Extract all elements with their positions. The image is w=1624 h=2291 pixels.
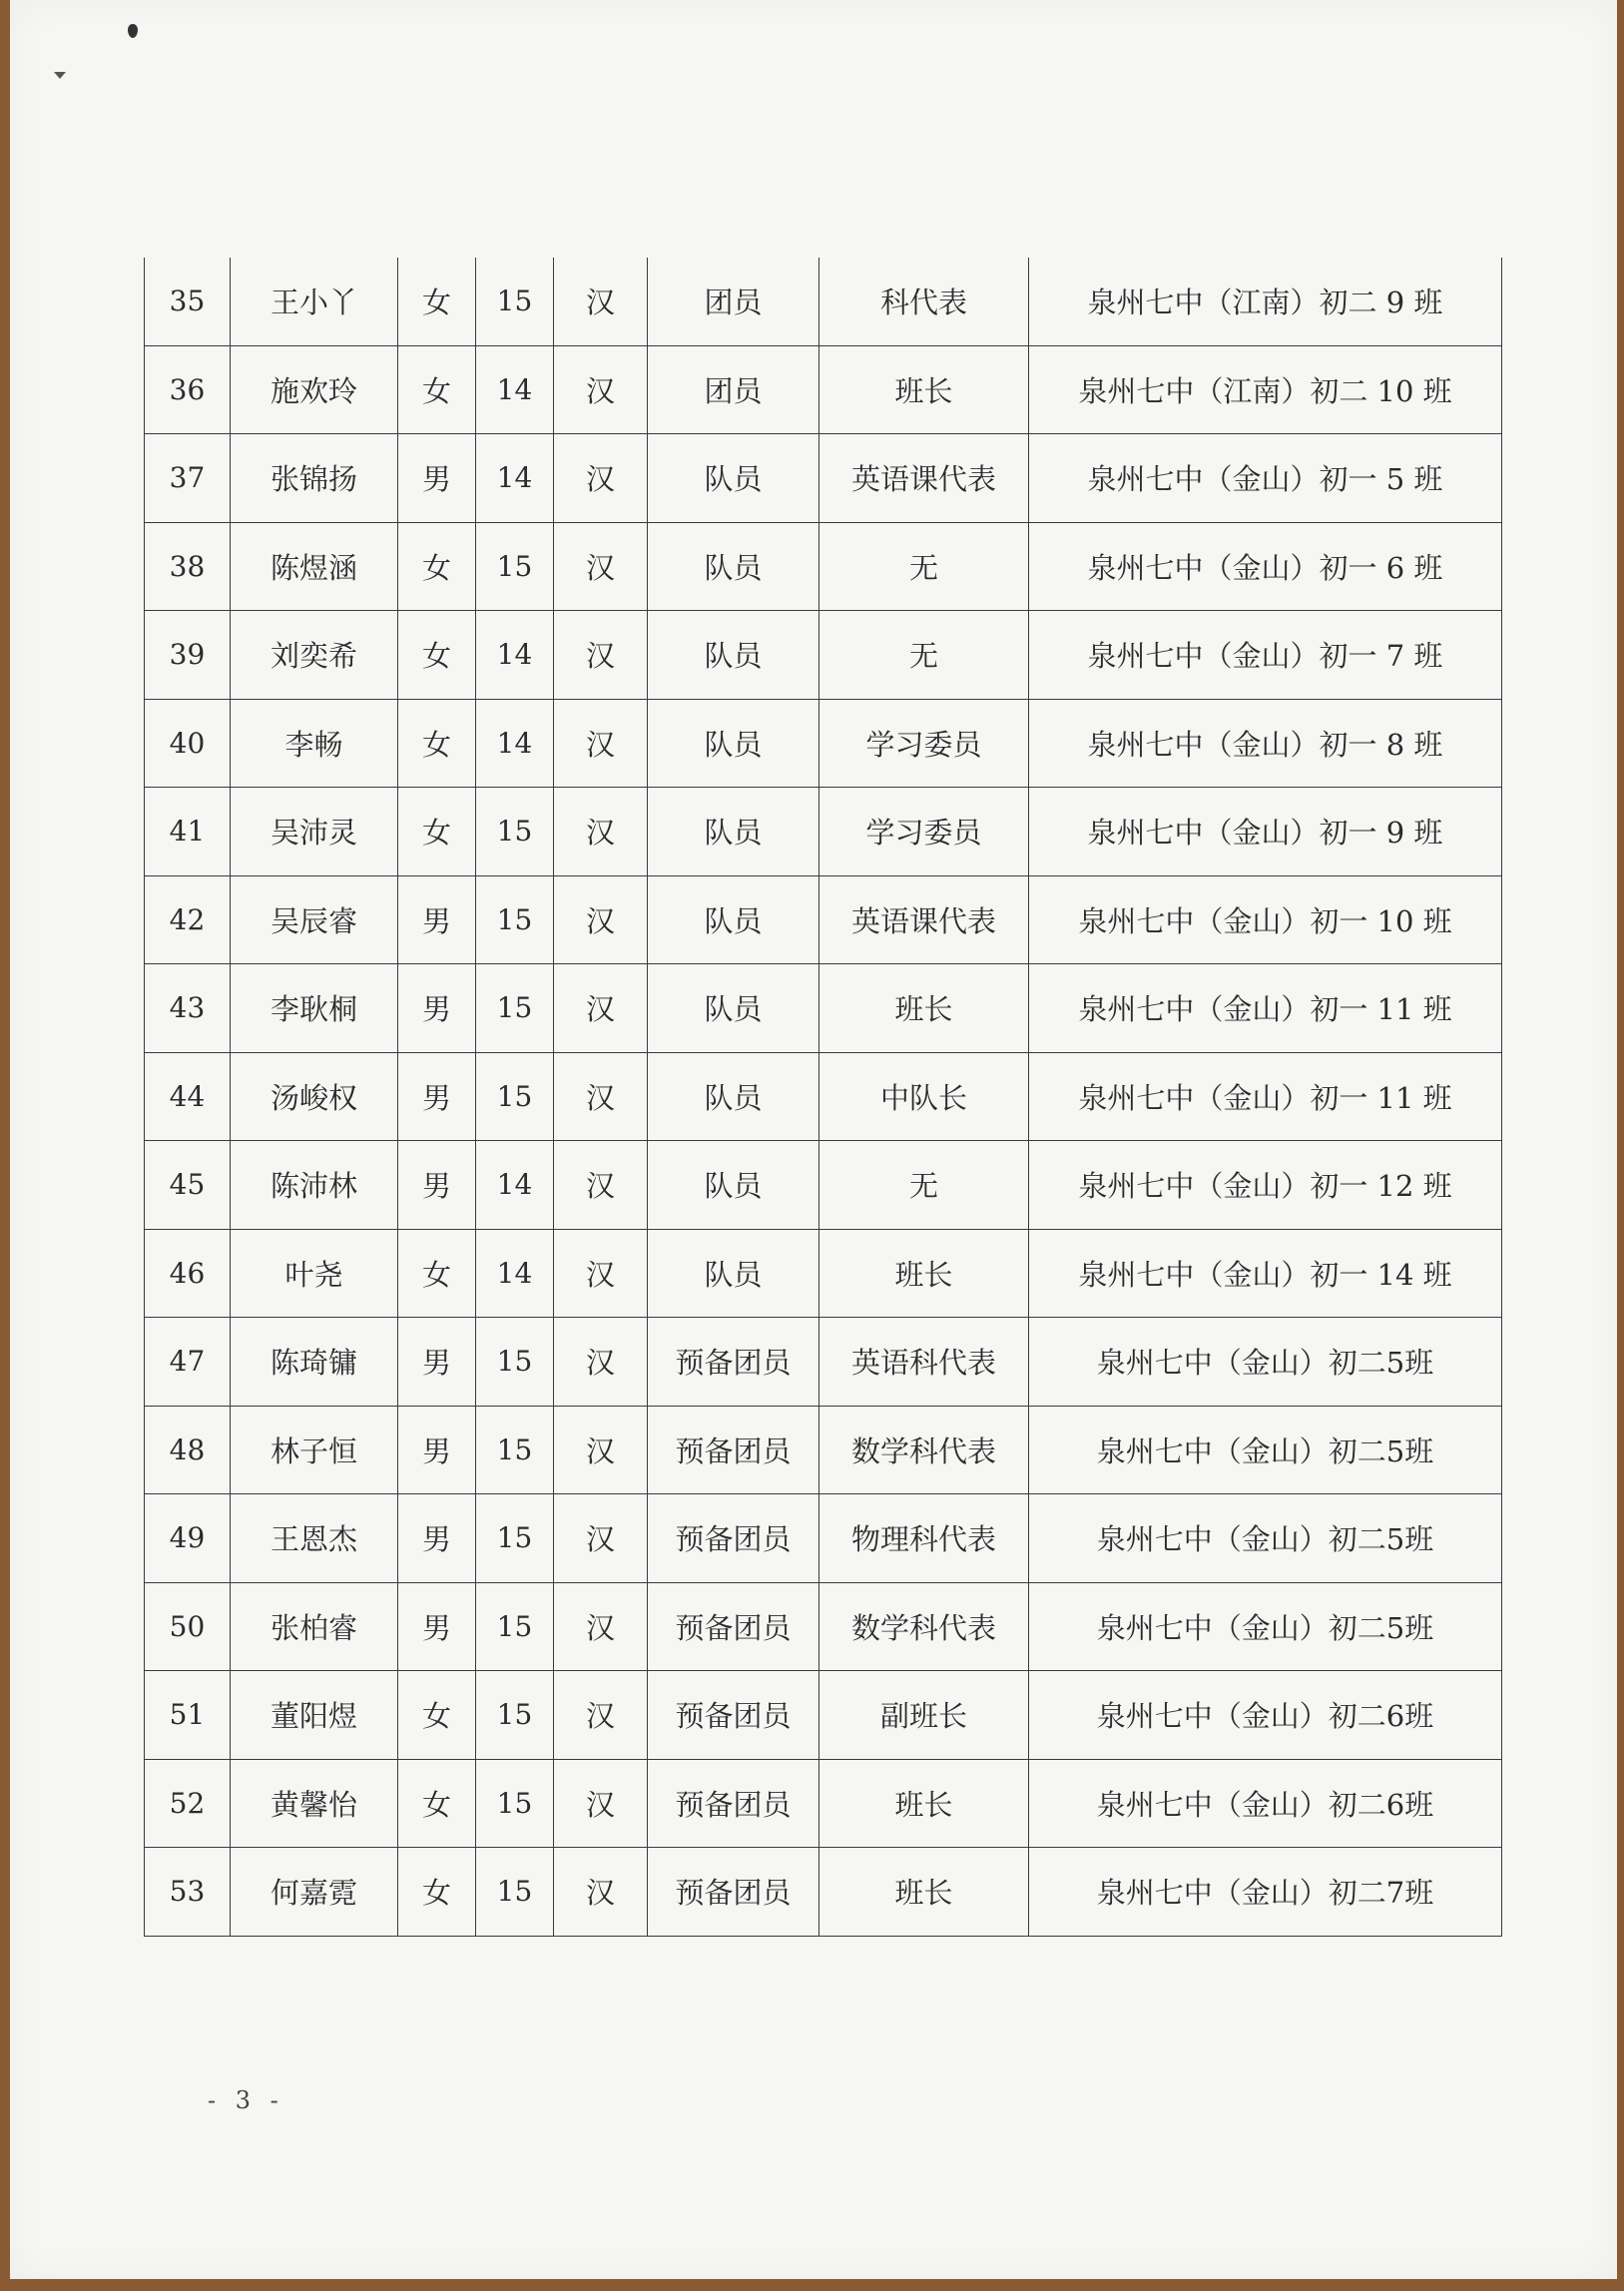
position-cell: 副班长: [819, 1671, 1029, 1760]
name-cell: 李畅: [231, 699, 398, 788]
position-cell: 无: [819, 522, 1029, 611]
position-cell: 科代表: [819, 258, 1029, 345]
table-row: [145, 699, 1502, 788]
school-class-cell: 泉州七中（金山）初一 6 班: [1029, 522, 1502, 611]
political-status-cell: 队员: [648, 699, 819, 788]
position-cell: 英语科代表: [819, 1318, 1029, 1407]
ethnicity-cell: 汉: [554, 788, 648, 876]
table-row: [145, 1229, 1502, 1318]
name-cell: 黄馨怡: [231, 1759, 398, 1848]
age-cell: 15: [476, 522, 554, 611]
row-number-cell: 38: [145, 522, 231, 611]
row-number-cell: 50: [145, 1582, 231, 1671]
row-number-cell: 39: [145, 611, 231, 700]
ethnicity-cell: 汉: [554, 522, 648, 611]
name-cell: 王恩杰: [231, 1494, 398, 1583]
name-cell: 李耿桐: [231, 964, 398, 1053]
age-cell: 14: [476, 345, 554, 434]
table-row: [145, 1582, 1502, 1671]
political-status-cell: 队员: [648, 434, 819, 523]
gender-cell: 男: [398, 1494, 476, 1583]
gender-cell: 男: [398, 1052, 476, 1141]
name-cell: 董阳煜: [231, 1671, 398, 1760]
age-cell: 15: [476, 1494, 554, 1583]
political-status-cell: 预备团员: [648, 1494, 819, 1583]
position-cell: 物理科代表: [819, 1494, 1029, 1583]
name-cell: 施欢玲: [231, 345, 398, 434]
age-cell: 14: [476, 611, 554, 700]
position-cell: 数学科代表: [819, 1582, 1029, 1671]
name-cell: 陈煜涵: [231, 522, 398, 611]
row-number-cell: 45: [145, 1141, 231, 1230]
name-cell: 陈沛林: [231, 1141, 398, 1230]
age-cell: 15: [476, 1318, 554, 1407]
gender-cell: 女: [398, 1759, 476, 1848]
gender-cell: 男: [398, 434, 476, 523]
school-class-cell: 泉州七中（金山）初二5班: [1029, 1582, 1502, 1671]
table-row: [145, 1406, 1502, 1494]
table-row: [145, 1052, 1502, 1141]
page-number: - 3 -: [208, 2086, 284, 2114]
gender-cell: 女: [398, 699, 476, 788]
age-cell: 14: [476, 434, 554, 523]
row-number-cell: 42: [145, 875, 231, 964]
school-class-cell: 泉州七中（金山）初一 11 班: [1029, 964, 1502, 1053]
name-cell: 汤峻权: [231, 1052, 398, 1141]
row-number-cell: 41: [145, 788, 231, 876]
row-number-cell: 35: [145, 258, 231, 345]
political-status-cell: 预备团员: [648, 1759, 819, 1848]
row-number-cell: 40: [145, 699, 231, 788]
gender-cell: 女: [398, 522, 476, 611]
ethnicity-cell: 汉: [554, 1671, 648, 1760]
position-cell: 无: [819, 1141, 1029, 1230]
age-cell: 15: [476, 1406, 554, 1494]
position-cell: 英语课代表: [819, 434, 1029, 523]
row-number-cell: 44: [145, 1052, 231, 1141]
gender-cell: 男: [398, 1582, 476, 1671]
position-cell: 学习委员: [819, 699, 1029, 788]
ethnicity-cell: 汉: [554, 699, 648, 788]
table-row: [145, 1848, 1502, 1937]
table-row: [145, 1671, 1502, 1760]
political-status-cell: 队员: [648, 611, 819, 700]
age-cell: 15: [476, 1582, 554, 1671]
name-cell: 吴沛灵: [231, 788, 398, 876]
row-number-cell: 48: [145, 1406, 231, 1494]
table-row: [145, 1494, 1502, 1583]
ethnicity-cell: 汉: [554, 1759, 648, 1848]
school-class-cell: 泉州七中（金山）初一 10 班: [1029, 875, 1502, 964]
age-cell: 15: [476, 258, 554, 345]
position-cell: 数学科代表: [819, 1406, 1029, 1494]
table-row: [145, 1759, 1502, 1848]
ethnicity-cell: 汉: [554, 1141, 648, 1230]
row-number-cell: 43: [145, 964, 231, 1053]
political-status-cell: 团员: [648, 258, 819, 345]
name-cell: 张柏睿: [231, 1582, 398, 1671]
political-status-cell: 预备团员: [648, 1318, 819, 1407]
age-cell: 14: [476, 1229, 554, 1318]
age-cell: 15: [476, 1052, 554, 1141]
ethnicity-cell: 汉: [554, 1494, 648, 1583]
table-row: [145, 1318, 1502, 1407]
political-status-cell: 预备团员: [648, 1671, 819, 1760]
name-cell: 吴辰睿: [231, 875, 398, 964]
gender-cell: 男: [398, 1318, 476, 1407]
gender-cell: 女: [398, 611, 476, 700]
gender-cell: 女: [398, 258, 476, 345]
school-class-cell: 泉州七中（金山）初二6班: [1029, 1759, 1502, 1848]
table-row: [145, 434, 1502, 523]
school-class-cell: 泉州七中（金山）初一 9 班: [1029, 788, 1502, 876]
ethnicity-cell: 汉: [554, 611, 648, 700]
row-number-cell: 51: [145, 1671, 231, 1760]
ethnicity-cell: 汉: [554, 1406, 648, 1494]
political-status-cell: 预备团员: [648, 1582, 819, 1671]
political-status-cell: 队员: [648, 875, 819, 964]
row-number-cell: 53: [145, 1848, 231, 1937]
ethnicity-cell: 汉: [554, 964, 648, 1053]
political-status-cell: 队员: [648, 788, 819, 876]
age-cell: 15: [476, 1848, 554, 1937]
table-row: [145, 964, 1502, 1053]
school-class-cell: 泉州七中（金山）初一 5 班: [1029, 434, 1502, 523]
gender-cell: 女: [398, 1229, 476, 1318]
position-cell: 中队长: [819, 1052, 1029, 1141]
name-cell: 张锦扬: [231, 434, 398, 523]
ethnicity-cell: 汉: [554, 258, 648, 345]
table-row: [145, 611, 1502, 700]
political-status-cell: 队员: [648, 1141, 819, 1230]
age-cell: 15: [476, 788, 554, 876]
table-row: [145, 875, 1502, 964]
political-status-cell: 团员: [648, 345, 819, 434]
name-cell: 何嘉霓: [231, 1848, 398, 1937]
position-cell: 英语课代表: [819, 875, 1029, 964]
gender-cell: 女: [398, 788, 476, 876]
row-number-cell: 37: [145, 434, 231, 523]
school-class-cell: 泉州七中（江南）初二 10 班: [1029, 345, 1502, 434]
ethnicity-cell: 汉: [554, 875, 648, 964]
ethnicity-cell: 汉: [554, 1318, 648, 1407]
school-class-cell: 泉州七中（金山）初二5班: [1029, 1494, 1502, 1583]
position-cell: 学习委员: [819, 788, 1029, 876]
row-number-cell: 47: [145, 1318, 231, 1407]
row-number-cell: 46: [145, 1229, 231, 1318]
ink-tick-mark: [54, 72, 66, 79]
gender-cell: 女: [398, 1671, 476, 1760]
political-status-cell: 预备团员: [648, 1406, 819, 1494]
age-cell: 15: [476, 1759, 554, 1848]
table-row: [145, 1141, 1502, 1230]
position-cell: 班长: [819, 1759, 1029, 1848]
row-number-cell: 52: [145, 1759, 231, 1848]
name-cell: 刘奕希: [231, 611, 398, 700]
political-status-cell: 队员: [648, 964, 819, 1053]
gender-cell: 女: [398, 345, 476, 434]
ethnicity-cell: 汉: [554, 434, 648, 523]
document-page: [10, 0, 1617, 2279]
ethnicity-cell: 汉: [554, 1582, 648, 1671]
position-cell: 班长: [819, 964, 1029, 1053]
gender-cell: 男: [398, 1406, 476, 1494]
ethnicity-cell: 汉: [554, 1848, 648, 1937]
school-class-cell: 泉州七中（金山）初一 14 班: [1029, 1229, 1502, 1318]
ethnicity-cell: 汉: [554, 1052, 648, 1141]
ink-dot-mark: [128, 24, 138, 38]
name-cell: 陈琦镛: [231, 1318, 398, 1407]
age-cell: 15: [476, 875, 554, 964]
age-cell: 15: [476, 1671, 554, 1760]
name-cell: 叶尧: [231, 1229, 398, 1318]
age-cell: 15: [476, 964, 554, 1053]
political-status-cell: 队员: [648, 1229, 819, 1318]
table-row: [145, 522, 1502, 611]
student-roster-table: [144, 258, 1502, 1937]
table-row: [145, 345, 1502, 434]
position-cell: 班长: [819, 1848, 1029, 1937]
ethnicity-cell: 汉: [554, 1229, 648, 1318]
gender-cell: 男: [398, 1141, 476, 1230]
school-class-cell: 泉州七中（金山）初一 11 班: [1029, 1052, 1502, 1141]
school-class-cell: 泉州七中（金山）初二5班: [1029, 1406, 1502, 1494]
row-number-cell: 36: [145, 345, 231, 434]
table-row: [145, 788, 1502, 876]
school-class-cell: 泉州七中（金山）初二5班: [1029, 1318, 1502, 1407]
position-cell: 班长: [819, 1229, 1029, 1318]
political-status-cell: 队员: [648, 522, 819, 611]
school-class-cell: 泉州七中（金山）初一 8 班: [1029, 699, 1502, 788]
political-status-cell: 队员: [648, 1052, 819, 1141]
table-row: [145, 258, 1502, 345]
political-status-cell: 预备团员: [648, 1848, 819, 1937]
school-class-cell: 泉州七中（金山）初二7班: [1029, 1848, 1502, 1937]
name-cell: 王小丫: [231, 258, 398, 345]
school-class-cell: 泉州七中（金山）初一 12 班: [1029, 1141, 1502, 1230]
school-class-cell: 泉州七中（金山）初一 7 班: [1029, 611, 1502, 700]
ethnicity-cell: 汉: [554, 345, 648, 434]
position-cell: 班长: [819, 345, 1029, 434]
row-number-cell: 49: [145, 1494, 231, 1583]
school-class-cell: 泉州七中（金山）初二6班: [1029, 1671, 1502, 1760]
school-class-cell: 泉州七中（江南）初二 9 班: [1029, 258, 1502, 345]
age-cell: 14: [476, 699, 554, 788]
age-cell: 14: [476, 1141, 554, 1230]
gender-cell: 女: [398, 1848, 476, 1937]
gender-cell: 男: [398, 875, 476, 964]
roster-body: [145, 258, 1502, 1936]
position-cell: 无: [819, 611, 1029, 700]
gender-cell: 男: [398, 964, 476, 1053]
name-cell: 林子恒: [231, 1406, 398, 1494]
